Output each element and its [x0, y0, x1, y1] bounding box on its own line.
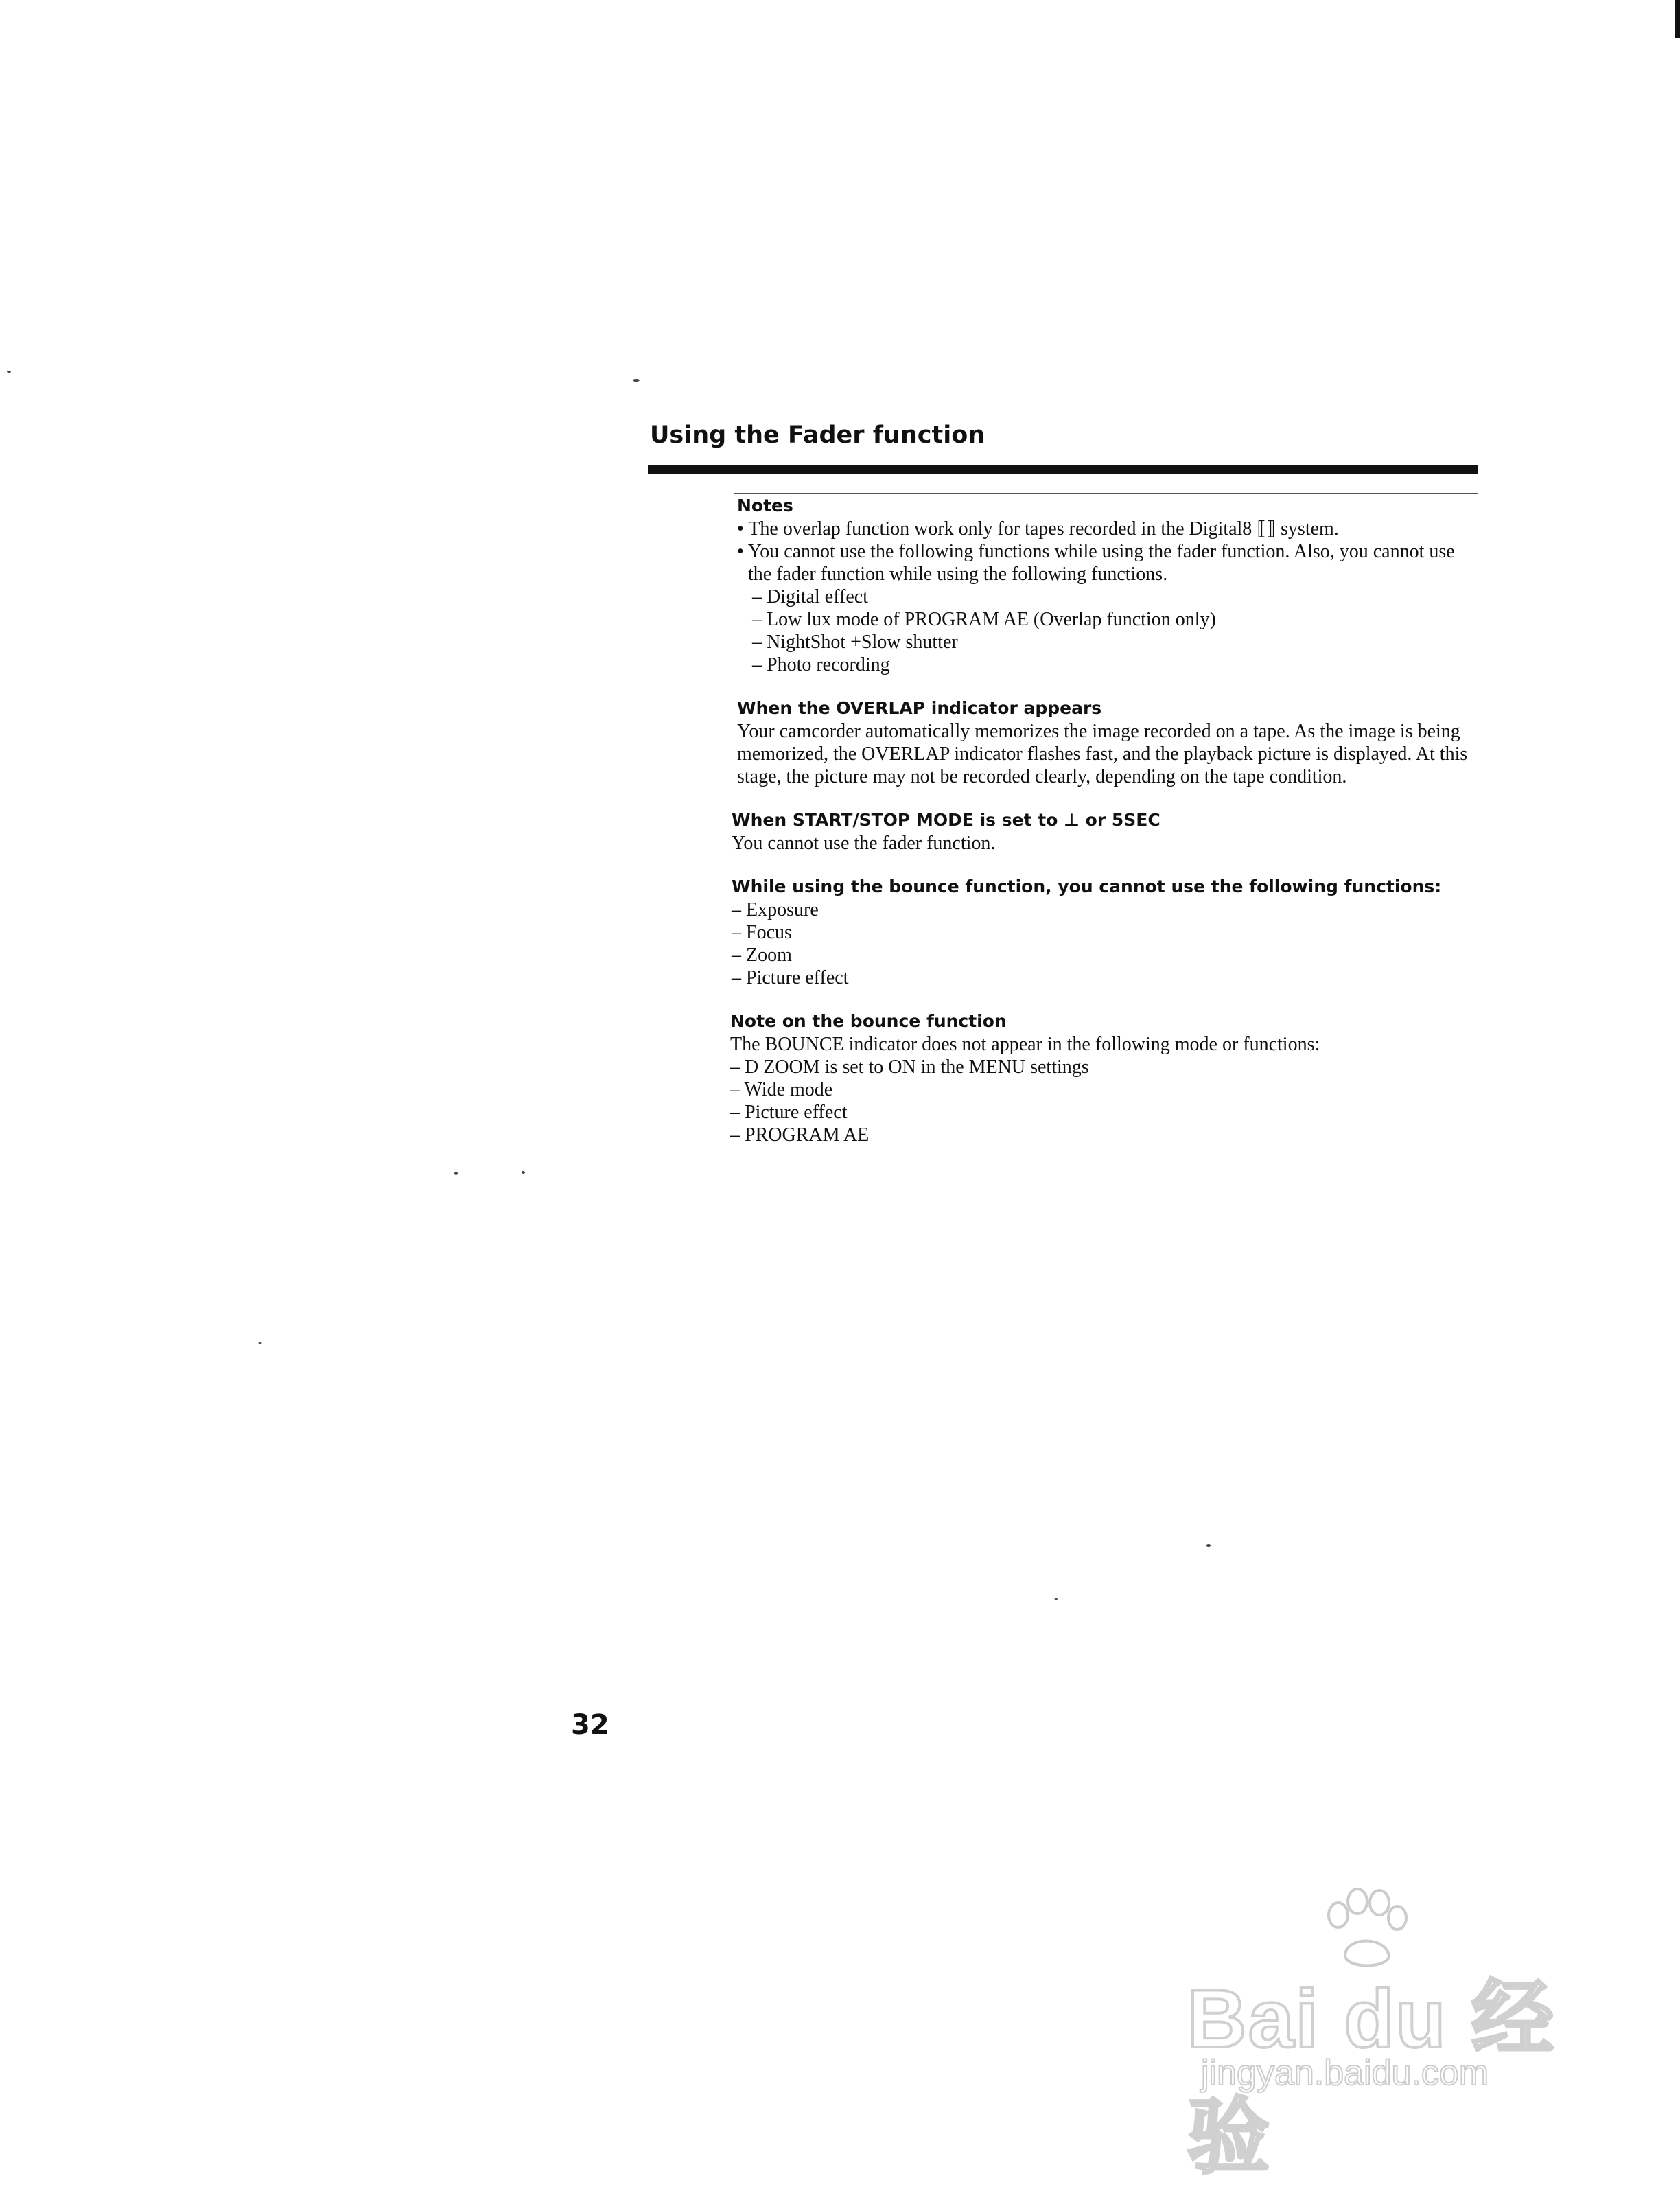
notes-heading: Notes — [737, 496, 793, 516]
bounce-item: – Focus — [732, 922, 792, 943]
bounce-item: – Exposure — [732, 899, 819, 920]
baidu-watermark — [1187, 1888, 1599, 2183]
notes-subitem: – NightShot +Slow shutter — [752, 632, 958, 653]
notes-bullet-text: You cannot use the following functions while using the fader function. Also, you cannot use the fader function while using the following functions. — [747, 541, 1455, 585]
bounce-heading: While using the bounce function, you cannot use the following functions: — [732, 877, 1442, 896]
bounce-block — [729, 875, 1480, 989]
page-content — [729, 494, 1480, 1146]
bounce-item: – Zoom — [732, 945, 792, 966]
overlap-block — [729, 697, 1480, 788]
section-title: Using the Fader function — [650, 421, 985, 449]
notes-bullet-text: The overlap function work only for tapes recorded in the Digital8 ⟦⟧ system. — [748, 518, 1339, 540]
scan-speck — [258, 1342, 262, 1344]
bounce-note-body: The BOUNCE indicator does not appear in the following mode or functions: — [730, 1034, 1320, 1055]
watermark-sub: jingyan.baidu.com — [1201, 2053, 1489, 2093]
bounce-note-item: – PROGRAM AE — [730, 1124, 870, 1146]
scan-speck — [522, 1171, 525, 1174]
page-edge-mark — [1675, 0, 1680, 38]
scan-speck — [633, 379, 640, 382]
overlap-heading: When the OVERLAP indicator appears — [737, 698, 1102, 718]
startstop-heading: When START/STOP MODE is set to ⊥ or 5SEC — [732, 810, 1160, 830]
bullet-symbol: • — [737, 518, 744, 540]
bounce-note-item: – D ZOOM is set to ON in the MENU settings — [730, 1056, 1089, 1078]
notes-subitem: – Digital effect — [752, 586, 868, 607]
bounce-note-heading: Note on the bounce function — [730, 1011, 1007, 1031]
startstop-body: You cannot use the fader function. — [732, 833, 996, 854]
bounce-note-block — [729, 1010, 1480, 1146]
watermark-main: Bai du 经验 — [1187, 1973, 1556, 2183]
notes-bullet — [737, 518, 1480, 540]
bullet-symbol: • — [737, 541, 744, 562]
notes-block — [729, 494, 1480, 676]
bounce-note-item: – Wide mode — [730, 1079, 833, 1100]
title-rule — [648, 465, 1478, 474]
scan-speck — [7, 371, 11, 373]
scan-speck — [1206, 1544, 1211, 1547]
notes-subitem: – Low lux mode of PROGRAM AE (Overlap function only) — [752, 609, 1216, 630]
notes-bullet — [737, 540, 1480, 586]
notes-subitem: – Photo recording — [752, 654, 890, 675]
startstop-block — [729, 809, 1480, 855]
scan-speck — [1054, 1598, 1058, 1600]
bounce-note-item: – Picture effect — [730, 1102, 848, 1123]
bounce-item: – Picture effect — [732, 967, 849, 988]
scan-speck — [454, 1172, 458, 1175]
page-number: 32 — [571, 1709, 609, 1741]
overlap-body: Your camcorder automatically memorizes the image recorded on a tape. As the image is being memorized, the OVERLAP indicator flashes fast, and the playback picture is displayed. At this stage, the picture may not be recorded clearly, depending on the tape condition. — [737, 721, 1468, 787]
